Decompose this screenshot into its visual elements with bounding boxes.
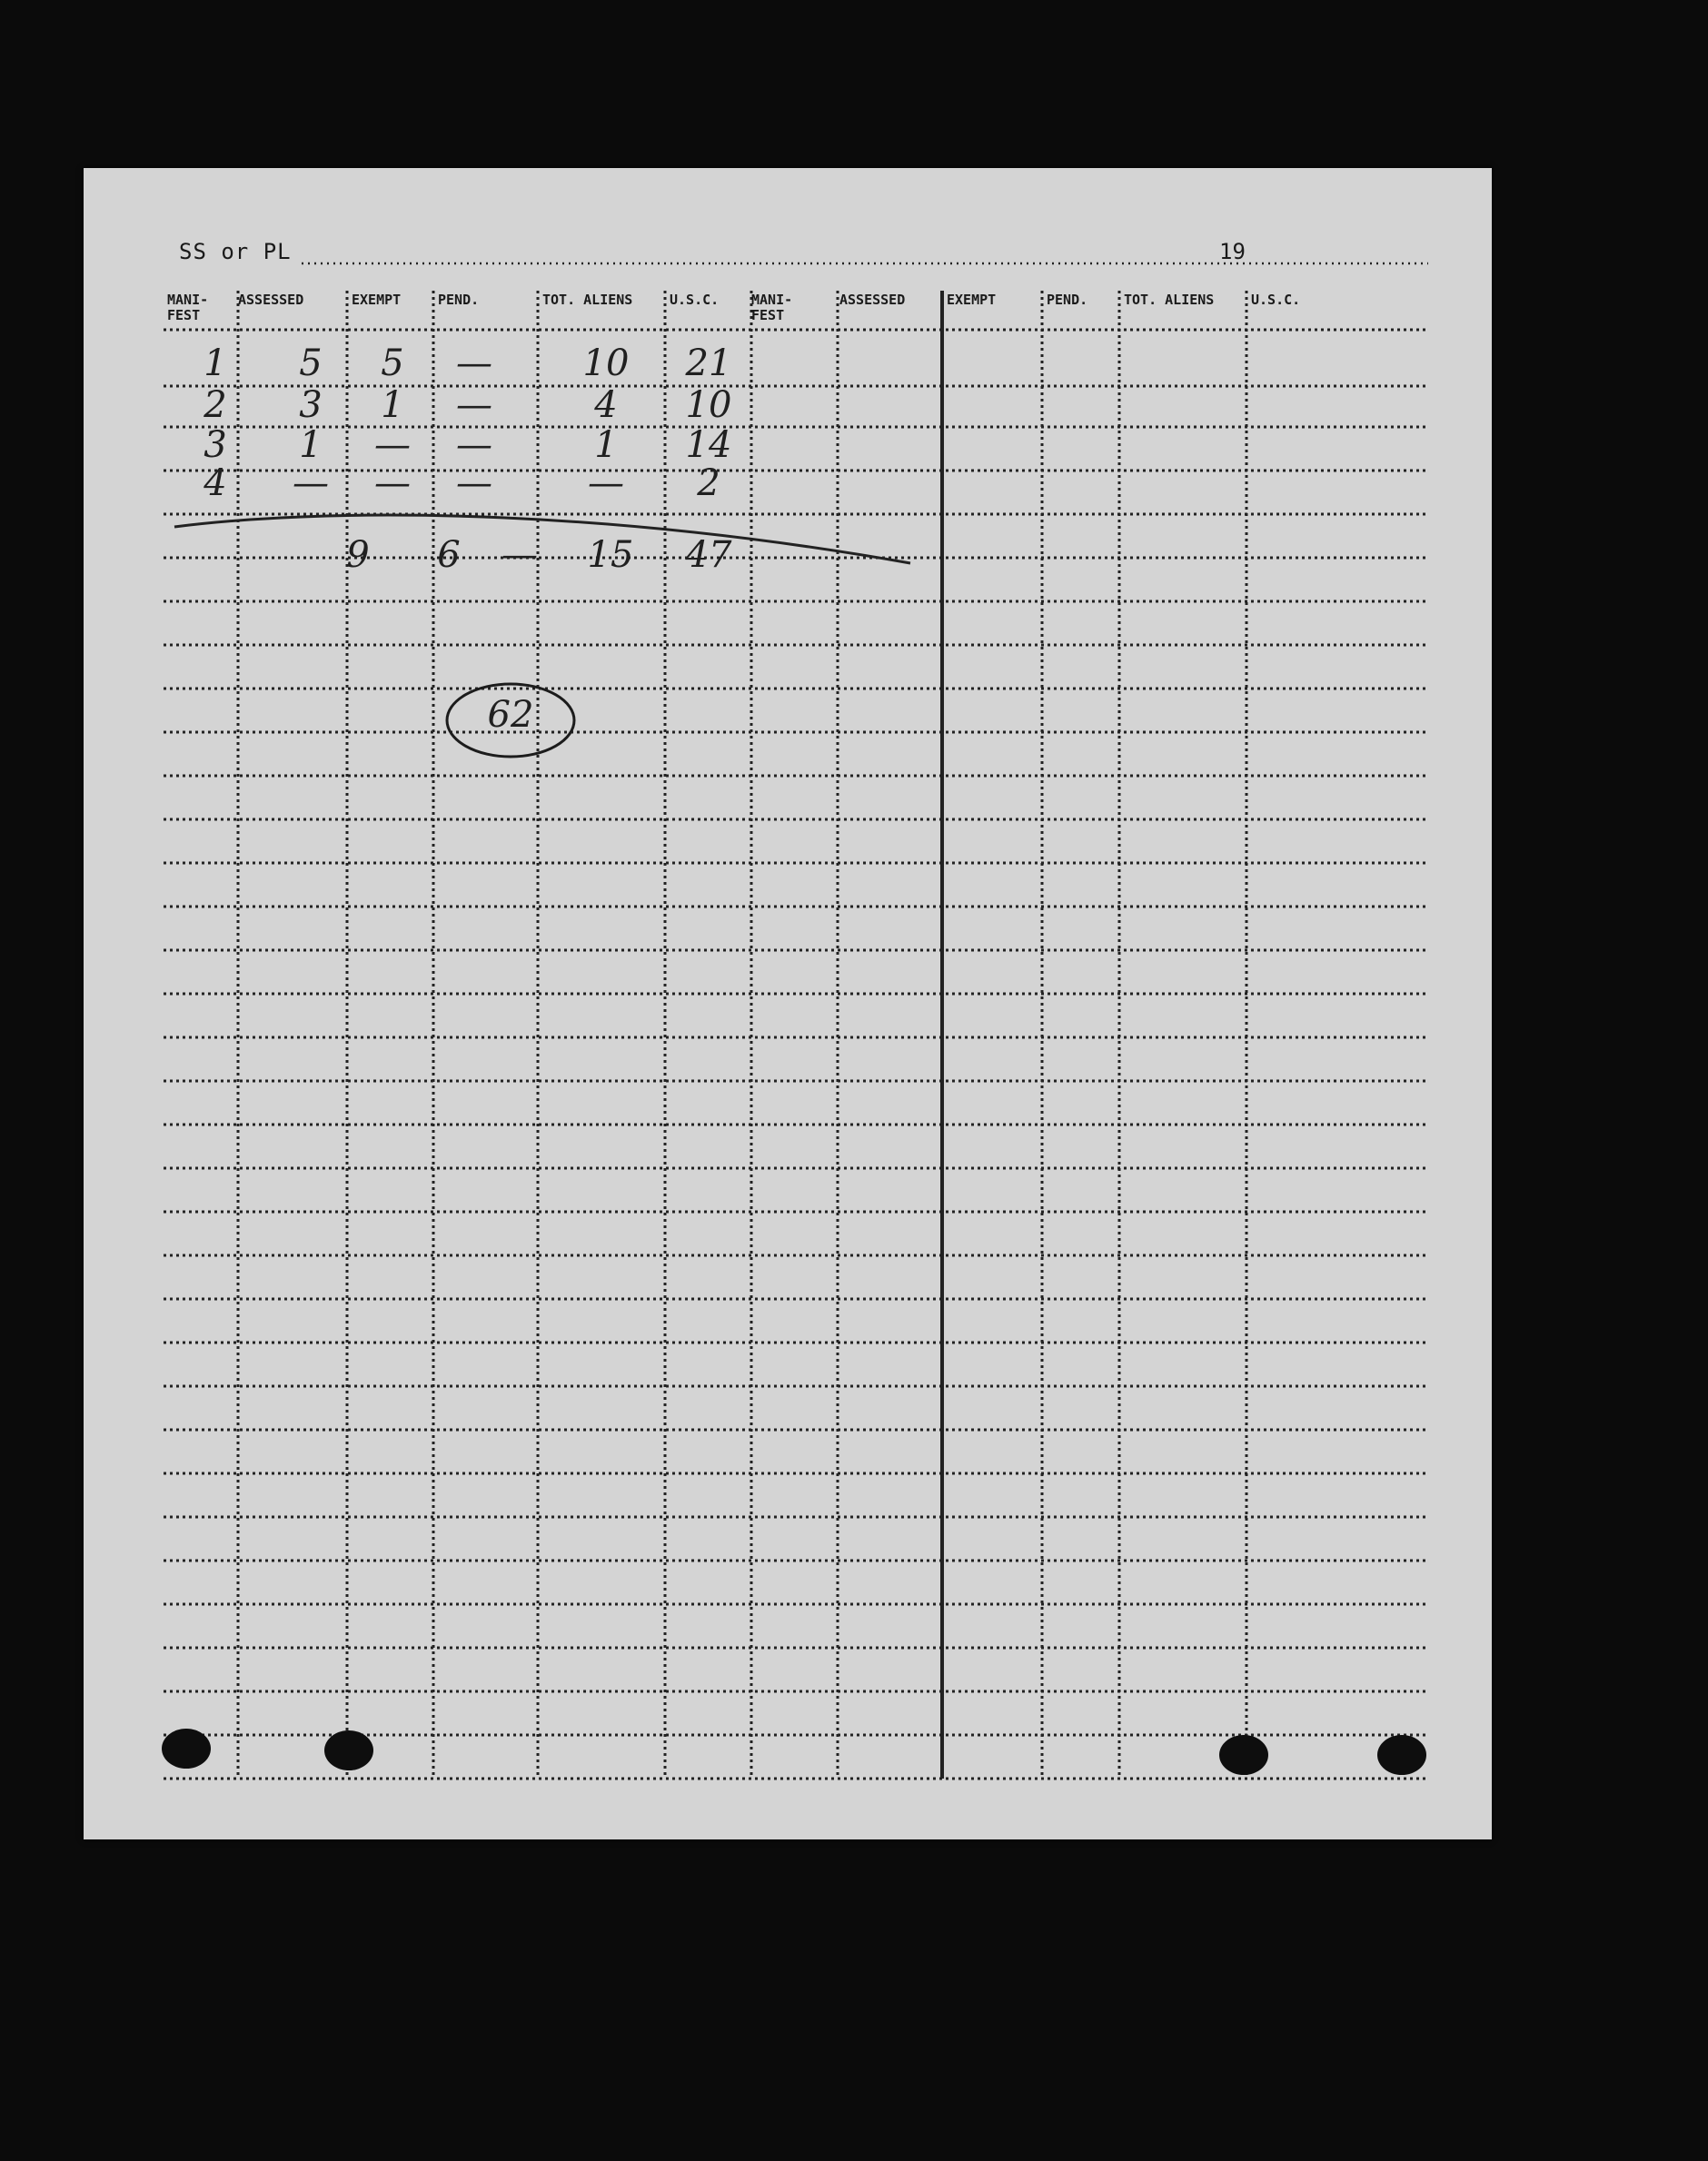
entry-exempt: — xyxy=(374,462,411,504)
entry-usc: 2 xyxy=(697,462,720,504)
manifest-form-sheet xyxy=(84,168,1492,1839)
col-head-tot-aliens-right: TOT. ALIENS xyxy=(1124,292,1215,308)
col-head-exempt-right: EXEMPT xyxy=(947,292,997,308)
entry-tot-aliens: 10 xyxy=(582,342,630,384)
punch-hole xyxy=(324,1730,373,1770)
col-head-assessed-left: ASSESSED xyxy=(238,292,304,308)
total-pend: — xyxy=(501,534,538,576)
entry-manifest: 4 xyxy=(204,462,227,504)
entry-assessed: 3 xyxy=(299,384,323,426)
punch-hole xyxy=(1219,1735,1268,1775)
entry-assessed: 1 xyxy=(299,424,323,466)
col-head-pend-left: PEND. xyxy=(438,292,480,308)
entry-exempt: 1 xyxy=(381,384,404,426)
entry-exempt: — xyxy=(374,424,411,466)
entry-usc: 21 xyxy=(685,342,732,384)
entry-exempt: 5 xyxy=(381,342,404,384)
col-head-usc-left: U.S.C. xyxy=(670,292,720,308)
vessel-label xyxy=(179,239,292,264)
entry-manifest: 1 xyxy=(204,342,227,384)
total-assessed: 9 xyxy=(346,534,370,576)
entry-manifest: 2 xyxy=(204,384,227,426)
year-label: 19 xyxy=(1219,239,1246,264)
col-head-assessed-right: ASSESSED xyxy=(839,292,906,308)
entry-assessed: 5 xyxy=(299,342,323,384)
entry-tot-aliens: 4 xyxy=(594,384,618,426)
col-head-exempt-left: EXEMPT xyxy=(352,292,402,308)
entry-pend: — xyxy=(456,462,492,504)
entry-tot-aliens: — xyxy=(588,462,624,504)
entry-pend: — xyxy=(456,424,492,466)
entry-pend: — xyxy=(456,342,492,384)
entry-usc: 10 xyxy=(685,384,732,426)
vessel-label-text: SS or PL xyxy=(179,239,292,264)
col-head-manifest-left: MANI- FEST xyxy=(167,292,209,323)
total-usc: 47 xyxy=(685,534,732,576)
total-tot-aliens: 15 xyxy=(587,534,634,576)
entry-tot-aliens: 1 xyxy=(594,424,618,466)
entry-pend: — xyxy=(456,384,492,426)
col-head-tot-aliens-left: TOT. ALIENS xyxy=(542,292,633,308)
entry-manifest: 3 xyxy=(204,424,227,466)
entry-assessed: — xyxy=(293,462,329,504)
col-head-pend-right: PEND. xyxy=(1047,292,1088,308)
punch-hole xyxy=(162,1729,211,1769)
circled-grand-total-value: 62 xyxy=(487,694,534,736)
total-exempt: 6 xyxy=(437,534,461,576)
entry-usc: 14 xyxy=(685,424,732,466)
col-head-usc-right: U.S.C. xyxy=(1251,292,1301,308)
circled-grand-total xyxy=(442,679,579,761)
punch-hole xyxy=(1377,1735,1426,1775)
col-head-manifest-right: MANI- FEST xyxy=(751,292,793,323)
